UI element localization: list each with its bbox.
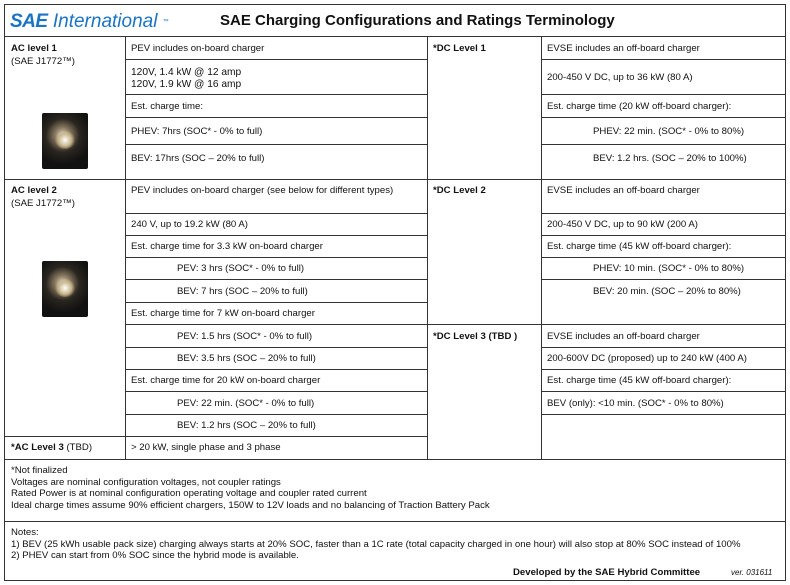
dc-level2-row: BEV: 20 min. (SOC – 20% to 80%) <box>593 286 741 297</box>
row-divider <box>541 391 785 392</box>
ac-level2-row: 240 V, up to 19.2 kW (80 A) <box>131 219 248 230</box>
ac-level2-name: AC level 2 <box>11 185 57 196</box>
ac-level2-row: BEV: 3.5 hrs (SOC – 20% to full) <box>177 353 316 364</box>
footnote: Rated Power is at nominal configuration operating voltage and coupler rated current <box>11 488 367 499</box>
section-divider <box>5 459 785 460</box>
dc-level2-row: 200-450 V DC, up to 90 kW (200 A) <box>547 219 698 230</box>
row-divider <box>125 144 427 145</box>
footnote: *Not finalized <box>11 465 68 476</box>
ac-level2-row: PEV: 3 hrs (SOC* - 0% to full) <box>177 263 305 274</box>
row-divider <box>125 59 427 60</box>
row-divider <box>541 279 785 280</box>
row-divider <box>541 59 785 60</box>
ac-level2-row: BEV: 1.2 hrs (SOC – 20% to full) <box>177 420 316 431</box>
dc-level3-row: EVSE includes an off-board charger <box>547 331 700 342</box>
dc-level1-row: Est. charge time (20 kW off-board charger): <box>547 101 732 112</box>
dc-level1-row: EVSE includes an off-board charger <box>547 43 700 54</box>
col-divider <box>541 37 542 459</box>
ac-level1-row: PHEV: 7hrs (SOC* - 0% to full) <box>131 126 263 137</box>
ac-level1-standard: (SAE J1772™) <box>11 56 75 67</box>
terminology-sheet <box>4 4 786 581</box>
row-divider <box>541 347 785 348</box>
row-divider <box>541 213 785 214</box>
row-divider <box>125 302 427 303</box>
section-divider <box>5 521 785 522</box>
dc-level1-row: 200-450 V DC, up to 36 kW (80 A) <box>547 72 693 83</box>
note-item: 1) BEV (25 kWh usable pack size) charging always starts at 20% SOC, faster than a 1C rate (total capacity charged in one hour) will also stop at 80% SOC instead of 100% <box>11 538 741 550</box>
dc-level2-name: *DC Level 2 <box>433 185 486 196</box>
row-divider <box>125 94 427 95</box>
dc-level1-name: *DC Level 1 <box>433 43 486 54</box>
row-divider <box>541 117 785 118</box>
row-divider <box>5 436 427 437</box>
ac-level2-row: Est. charge time for 7 kW on-board charger <box>131 308 315 319</box>
dc-level2-row: EVSE includes an off-board charger <box>547 185 700 196</box>
row-divider <box>125 235 427 236</box>
row-divider <box>541 414 785 415</box>
row-divider <box>541 257 785 258</box>
logo-trademark: ™ <box>162 19 169 25</box>
logo-sae: SAE <box>10 11 48 32</box>
notes <box>11 527 781 562</box>
ac-level1-name: AC level 1 <box>11 43 57 54</box>
footnotes <box>11 465 781 511</box>
row-divider <box>125 117 427 118</box>
header <box>5 5 785 37</box>
ac-level2-standard: (SAE J1772™) <box>11 198 75 209</box>
row-divider <box>125 347 427 348</box>
row-divider <box>125 213 427 214</box>
ac-level2-row: Est. charge time for 3.3 kW on-board charger <box>131 241 323 252</box>
ac-level3-name <box>11 442 123 454</box>
ac-level1-row: Est. charge time: <box>131 101 203 112</box>
dc-level3-row: Est. charge time (45 kW off-board charger): <box>547 375 732 386</box>
footnote: Voltages are nominal configuration voltages, not coupler ratings <box>11 476 281 488</box>
row-divider <box>125 257 427 258</box>
dc-level1-row: BEV: 1.2 hrs. (SOC – 20% to 100%) <box>593 153 747 164</box>
note-item: 2) PHEV can start from 0% SOC since the hybrid mode is available. <box>11 550 299 561</box>
dc-level3-row: 200-600V DC (proposed) up to 240 kW (400 A) <box>547 353 747 364</box>
col-divider <box>427 37 428 459</box>
dc-level3-name: *DC Level 3 (TBD ) <box>433 331 518 342</box>
ac-level1-row: 120V, 1.9 kW @ 16 amp <box>131 79 242 90</box>
row-divider <box>427 324 785 325</box>
row-divider <box>125 279 427 280</box>
row-divider <box>125 369 427 370</box>
ac-level1-charger-photo <box>42 113 88 169</box>
col-divider <box>125 37 126 459</box>
ac-level2-row: PEV: 1.5 hrs (SOC* - 0% to full) <box>177 331 313 342</box>
section-divider <box>5 179 785 180</box>
notes-heading: Notes: <box>11 527 39 538</box>
ac-level1-row: 120V, 1.4 kW @ 12 amp <box>131 67 242 78</box>
dc-level3-row: BEV (only): <10 min. (SOC* - 0% to 80%) <box>547 398 724 409</box>
dc-level1-row: PHEV: 22 min. (SOC* - 0% to 80%) <box>593 126 745 137</box>
ac-level3-tbd: (TBD) <box>66 442 93 453</box>
ac-level1-row: BEV: 17hrs (SOC – 20% to full) <box>131 153 265 164</box>
developed-by: Developed by the SAE Hybrid Committee <box>513 567 701 578</box>
ac-level2-charger-photo <box>42 261 88 317</box>
row-divider <box>125 391 427 392</box>
version-label: ver. 031611 <box>731 568 773 577</box>
row-divider <box>541 144 785 145</box>
ac-level2-row: PEV: 22 min. (SOC* - 0% to full) <box>177 398 315 409</box>
ac-level3-row: > 20 kW, single phase and 3 phase <box>131 442 281 453</box>
dc-level2-row: Est. charge time (45 kW off-board charger): <box>547 241 732 252</box>
sae-international-logo <box>10 11 169 33</box>
row-divider <box>125 414 427 415</box>
dc-level2-row: PHEV: 10 min. (SOC* - 0% to 80%) <box>593 263 745 274</box>
page-title: SAE Charging Configurations and Ratings Terminology <box>220 12 615 29</box>
ac-level3-label: *AC Level 3 <box>11 442 64 453</box>
ac-level2-row: BEV: 7 hrs (SOC – 20% to full) <box>177 286 308 297</box>
ac-level2-row: Est. charge time for 20 kW on-board charger <box>131 375 321 386</box>
row-divider <box>541 94 785 95</box>
row-divider <box>125 324 427 325</box>
ac-level2-row: PEV includes on-board charger (see below for different types) <box>131 185 394 196</box>
logo-international: International <box>52 11 158 32</box>
ac-level1-row: PEV includes on-board charger <box>131 43 265 54</box>
footnote: Ideal charge times assume 90% efficient chargers, 150W to 12V loads and no balancing of Traction Battery Pack <box>11 499 490 511</box>
row-divider <box>541 235 785 236</box>
row-divider <box>541 369 785 370</box>
